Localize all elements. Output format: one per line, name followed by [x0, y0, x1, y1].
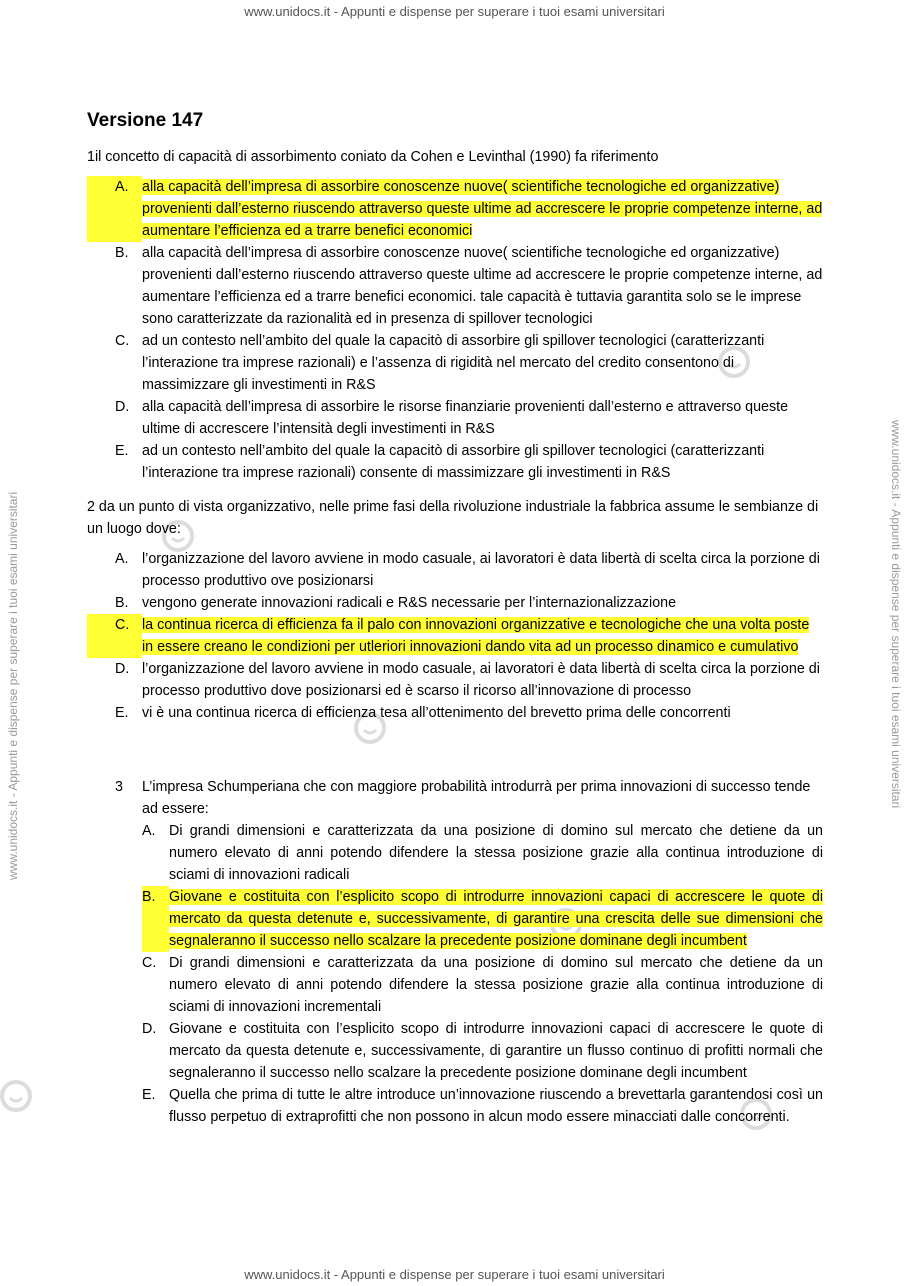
option-text: ad un contesto nell’ambito del quale la capacitò di assorbire gli spillover tecnologici (caratterizzanti l’interazione tra imprese razionali) consente di massimizzare gli investimenti in R&S [142, 443, 765, 481]
watermark-footer-text: www.unidocs.it - Appunti e dispense per superare i tuoi esami universitari [244, 1267, 665, 1282]
answer-option [142, 820, 823, 886]
option-text: Giovane e costituita con l’esplicito scopo di introdurre innovazioni capaci di accrescere le quote di mercato da questa detenute e, successivamente, di garantire un flusso continuo di profitti normali che segnaleranno il successo nello scalzare la precedente posizione dominane degli incumbent [169, 1021, 823, 1081]
page-title: Versione 147 [87, 110, 204, 131]
option-letter: B. [115, 245, 129, 261]
answer-option [87, 592, 823, 614]
option-letter: A. [115, 551, 129, 567]
option-letter: E. [142, 1087, 156, 1103]
option-text: l’organizzazione del lavoro avviene in modo casuale, ai lavoratori è data libertà di scelta circa la porzione di processo produttivo dove posizionarsi ed è scarso il ricorso all’innovazione di processo [142, 661, 820, 699]
option-letter: A. [142, 823, 156, 839]
option-letter: D. [142, 1021, 157, 1037]
option-letter: C. [115, 333, 130, 349]
option-text-highlighted: la continua ricerca di efficienza fa il palo con innovazioni organizzative e tecnologiche che una volta poste in essere creano le condizioni per utleriori innovazioni dando vita ad un processo dinamico e cumulativo [142, 617, 810, 655]
question-3 [87, 776, 823, 1138]
watermark-side-left: www.unidocs.it - Appunti e dispense per superare i tuoi esami universitari [6, 491, 20, 880]
answer-option [87, 702, 823, 724]
answer-option [87, 658, 823, 702]
question-2: 2 da un punto di vista organizzativo, nelle prime fasi della rivoluzione industriale la fabbrica assume le sembianze di un luogo dove: [87, 499, 819, 537]
option-text: alla capacità dell’impresa di assorbire le risorse finanziarie provenienti dall’esterno e attraverso queste ultime di accrescere l’intensità degli investimenti in R&S [142, 399, 789, 437]
option-text: ad un contesto nell’ambito del quale la capacitò di assorbire gli spillover tecnologici (caratterizzanti l’interazione tra imprese razionali) e l’assenza di rigidità nel mercato del credito consentono di massimizzare gli investimenti in R&S [142, 333, 765, 393]
option-text: alla capacità dell’impresa di assorbire conoscenze nuove( scientifiche tecnologiche ed organizzative) provenienti dall’esterno riuscendo attraverso queste ultime ad accrescere le proprie competenze interne, ad aumentare l’efficienza ed a trarre benefici economici. tale capacità è tuttavia garantita solo se le imprese sono caratterizzate da razionalità ed in presenza di spillover tecnologici [142, 245, 823, 327]
option-text: vi è una continua ricerca di efficienza tesa all’ottenimento del brevetto prima delle concorrenti [142, 705, 731, 721]
answer-option [87, 242, 823, 330]
option-text-highlighted: Giovane e costituita con l’esplicito scopo di introdurre innovazioni capaci di accrescere le quote di mercato da questa detenute e, successivamente, di garantire una crescita delle sue dimensioni che segnaleranno il successo nello scalzare la precedente posizione dominane degli incumbent [169, 889, 823, 949]
answer-option [142, 1018, 823, 1084]
watermark-footer [0, 1267, 909, 1282]
option-letter: A. [87, 176, 142, 242]
option-text: Quella che prima di tutte le altre introduce un’innovazione riuscendo a brevettarla garantendosi così un flusso perpetuo di extraprofitti che non possono in alcun modo essere minacciati dalle concorrenti. [169, 1087, 823, 1125]
question-1-options [87, 176, 823, 484]
watermark-header [0, 4, 909, 19]
option-text: Di grandi dimensioni e caratterizzata da una posizione di domino sul mercato che detiene da un numero elevato di anni potendo difendere la stessa posizione grazie alla continua introduzione di sciami di innovazioni incrementali [169, 955, 823, 1015]
question-1: 1il concetto di capacità di assorbimento coniato da Cohen e Levinthal (1990) fa riferimento [87, 149, 659, 165]
watermark-side-right: www.unidocs.it - Appunti e dispense per superare i tuoi esami universitari [889, 420, 903, 809]
question-2-options [87, 548, 823, 724]
answer-option [87, 330, 823, 396]
answer-option [87, 614, 823, 658]
answer-option [142, 1084, 823, 1128]
option-letter: D. [115, 399, 130, 415]
option-text: l’organizzazione del lavoro avviene in modo casuale, ai lavoratori è data libertà di scelta circa la porzione di processo produttivo ove posizionarsi [142, 551, 820, 589]
option-letter: C. [142, 955, 157, 971]
option-letter: E. [115, 443, 129, 459]
option-letter: E. [115, 705, 129, 721]
option-letter: C. [87, 614, 142, 658]
answer-option [87, 548, 823, 592]
question-number: 3 [115, 779, 123, 795]
answer-option [142, 886, 823, 952]
document-body [87, 108, 823, 1138]
option-text: vengono generate innovazioni radicali e R&S necessarie per l’internazionalizzazione [142, 595, 677, 611]
answer-option [87, 440, 823, 484]
option-text: Di grandi dimensioni e caratterizzata da una posizione di domino sul mercato che detiene da un numero elevato di anni potendo difendere la stessa posizione grazie alla continua introduzione di sciami di innovazioni radicali [169, 823, 823, 883]
answer-option [87, 396, 823, 440]
watermark-logo-icon [0, 1078, 34, 1114]
option-letter: B. [115, 595, 129, 611]
watermark-header-text: www.unidocs.it - Appunti e dispense per superare i tuoi esami universitari [244, 4, 665, 19]
option-letter: D. [115, 661, 130, 677]
option-text-highlighted: alla capacità dell’impresa di assorbire conoscenze nuove( scientifiche tecnologiche ed organizzative) provenienti dall’esterno riuscendo attraverso queste ultime ad accrescere le proprie competenze interne, ad aumentare l’efficienza ed a trarre benefici economici [142, 179, 823, 239]
answer-option [87, 176, 823, 242]
question-3-text: L’impresa Schumperiana che con maggiore probabilità introdurrà per prima innovazioni di successo tende ad essere: [142, 779, 811, 817]
answer-option [142, 952, 823, 1018]
question-3-options [142, 820, 823, 1128]
option-letter: B. [142, 886, 169, 952]
